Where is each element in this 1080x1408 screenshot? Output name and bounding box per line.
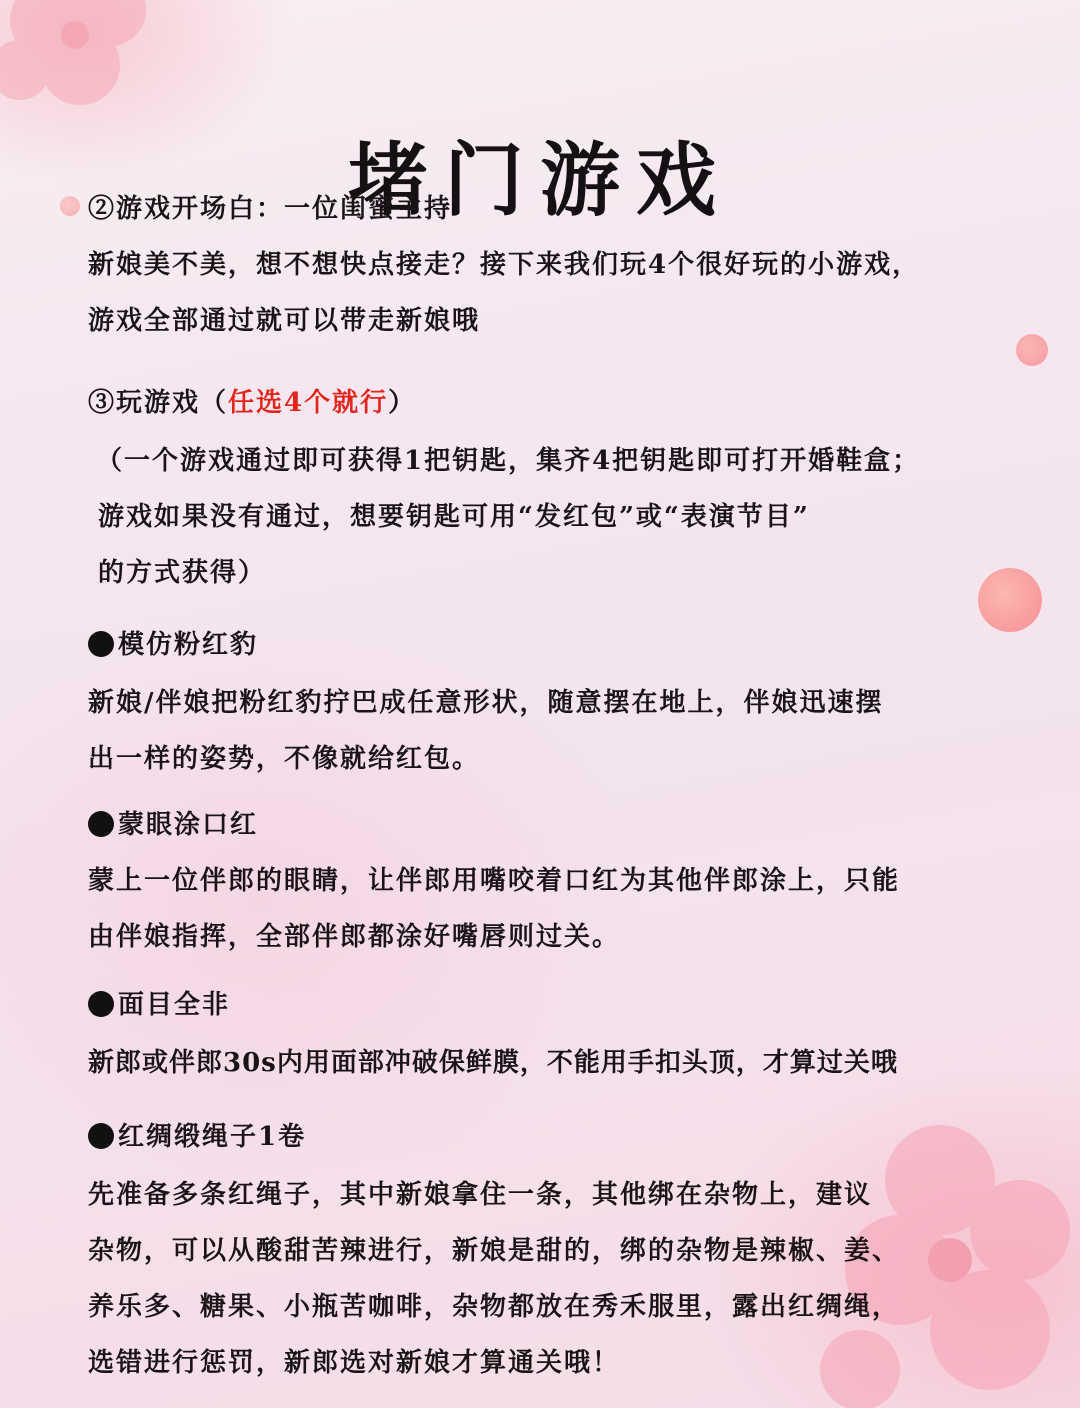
game-name: 蒙眼涂口红 (118, 810, 259, 840)
section-2-text-line: 新娘美不美，想不想快点接走？接下来我们玩4个很好玩的小游戏， (88, 250, 921, 280)
bullet-icon (88, 1123, 114, 1149)
pink-circle-decoration (1016, 334, 1048, 366)
game-text-line: 选错进行惩罚，新郎选对新娘才算通关哦！ (88, 1348, 621, 1378)
pink-circle-decoration (978, 568, 1042, 632)
game-heading (88, 624, 258, 661)
game-text-line: 杂物，可以从酸甜苦辣进行，新娘是甜的，绑的杂物是辣椒、姜、 (88, 1236, 901, 1266)
section-3-heading-highlight: 任选4个就行 (228, 388, 389, 418)
game-text-line: 新娘/伴娘把粉红豹拧巴成任意形状，随意摆在地上，伴娘迅速摆 (88, 688, 884, 718)
section-3-heading-prefix: ③玩游戏（ (88, 388, 229, 418)
section-3-note-line: 游戏如果没有通过，想要钥匙可用“发红包”或“表演节目” (98, 502, 810, 532)
game-text-line: 出一样的姿势，不像就给红包。 (88, 744, 481, 774)
game-text-line: 先准备多条红绳子，其中新娘拿住一条，其他绑在杂物上，建议 (88, 1180, 873, 1210)
section-3-note-line: （一个游戏通过即可获得1把钥匙，集齐4把钥匙即可打开婚鞋盒； (96, 446, 921, 476)
game-name: 红绸缎绳子1卷 (118, 1122, 307, 1152)
bullet-icon (88, 631, 114, 657)
page-title: 堵门游戏 (348, 132, 732, 227)
bullet-icon (88, 811, 114, 837)
section-3-heading (88, 382, 416, 419)
game-text-line: 养乐多、糖果、小瓶苦咖啡，杂物都放在秀禾服里，露出红绸绳， (88, 1292, 901, 1322)
section-3-heading-suffix: ） (388, 388, 417, 418)
section-2-heading: ②游戏开场白：一位闺蜜主持 (88, 194, 453, 224)
section-3-note-line: 的方式获得） (98, 558, 267, 588)
game-text-line: 蒙上一位伴郎的眼睛，让伴郎用嘴咬着口红为其他伴郎涂上，只能 (88, 866, 901, 896)
blossom-decoration (0, 0, 220, 130)
section-2-text-line: 游戏全部通过就可以带走新娘哦 (88, 306, 481, 336)
game-name: 面目全非 (118, 990, 231, 1020)
game-heading (88, 984, 230, 1021)
game-text-line: 由伴娘指挥，全部伴郎都涂好嘴唇则过关。 (88, 922, 621, 952)
game-name: 模仿粉红豹 (118, 630, 259, 660)
game-heading (88, 804, 258, 841)
game-heading (88, 1116, 306, 1153)
bullet-icon (88, 991, 114, 1017)
game-text-line: 新郎或伴郎30s内用面部冲破保鲜膜，不能用手扣头顶，才算过关哦 (88, 1048, 898, 1078)
